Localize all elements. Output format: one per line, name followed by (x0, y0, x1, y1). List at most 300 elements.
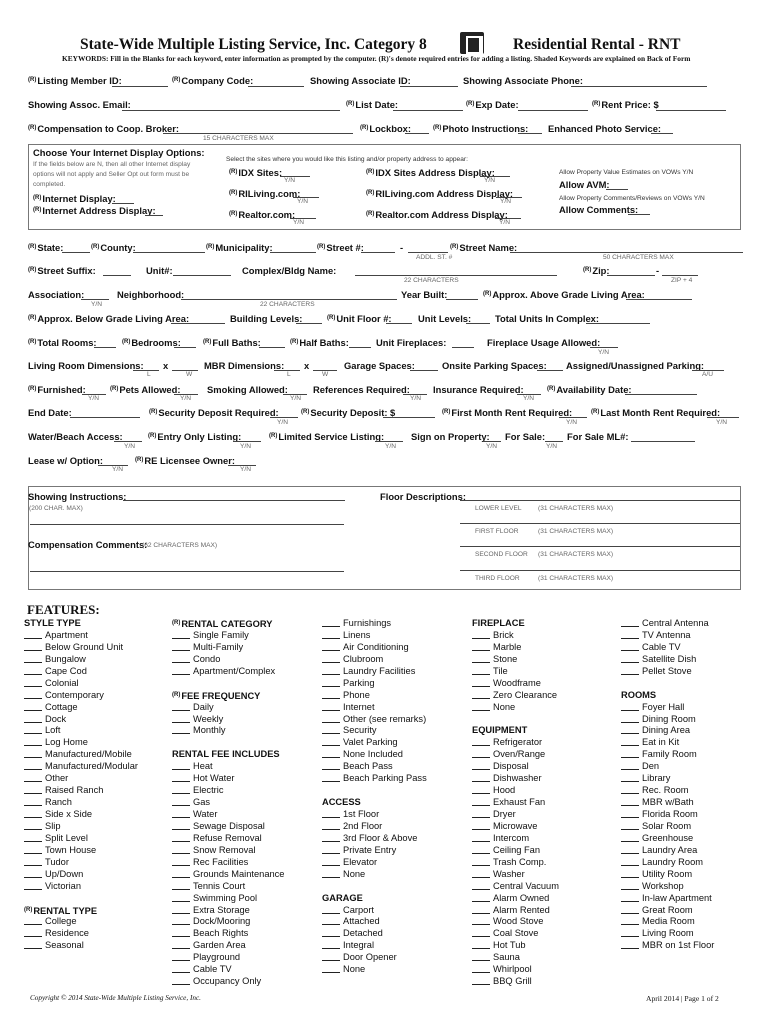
feature-item (172, 773, 284, 785)
feature-item (621, 869, 714, 881)
feature-check-blank[interactable] (621, 810, 639, 818)
fireplace-usage-field[interactable] (590, 347, 618, 348)
feature-check-blank[interactable] (24, 750, 42, 758)
first-floor-hint: FIRST FLOOR (475, 528, 519, 535)
municipality-field[interactable] (270, 252, 316, 253)
feature-item-label: Loft (45, 725, 61, 736)
feature-check-blank[interactable] (172, 703, 190, 711)
feature-item-label: Trash Comp. (493, 856, 547, 867)
feature-check-blank[interactable] (24, 917, 42, 925)
feature-item-label: Residence (45, 928, 89, 939)
feature-check-blank[interactable] (621, 917, 639, 925)
feature-check-blank[interactable] (322, 858, 340, 866)
first-month-rent-field[interactable] (559, 417, 587, 418)
feature-check-blank[interactable] (322, 762, 340, 770)
allow-avm-field[interactable] (606, 189, 628, 190)
feature-item (24, 666, 138, 678)
feature-check-blank[interactable] (24, 655, 42, 663)
feature-item (322, 618, 427, 630)
unit-floor-label: $^{(R)}$Unit Floor #: (327, 313, 392, 324)
feature-check-blank[interactable] (621, 858, 639, 866)
feature-check-blank[interactable] (322, 965, 340, 973)
feature-check-blank[interactable] (472, 667, 490, 675)
garage-spaces-field[interactable] (410, 370, 438, 371)
feature-item-label: Weekly (193, 713, 224, 724)
feature-check-blank[interactable] (472, 762, 490, 770)
feature-check-blank[interactable] (322, 679, 340, 687)
feature-spacer (172, 678, 284, 690)
feature-check-blank[interactable] (621, 715, 639, 723)
feature-item-label: Other (45, 773, 69, 784)
state-field[interactable] (62, 252, 90, 253)
feature-check-blank[interactable] (322, 906, 340, 914)
feature-check-blank[interactable] (621, 774, 639, 782)
feature-check-blank[interactable] (472, 679, 490, 687)
unit-fireplaces-field[interactable] (452, 347, 474, 348)
feature-item (172, 952, 284, 964)
last-month-rent-field[interactable] (707, 417, 739, 418)
security-deposit-req-field[interactable] (270, 417, 298, 418)
rent-price-field[interactable] (656, 110, 726, 111)
unit-levels-field[interactable] (466, 323, 490, 324)
feature-check-blank[interactable] (172, 643, 190, 651)
feature-item (621, 761, 714, 773)
feature-heading (172, 618, 284, 630)
municipality-label: $^{(R)}$Municipality: (206, 242, 273, 253)
feature-item-label: None Included (343, 749, 403, 760)
floor-lower-field[interactable] (460, 500, 740, 501)
insurance-required-label: Insurance Required: (433, 384, 524, 395)
feature-item-label: Library (642, 773, 671, 784)
feature-check-blank[interactable] (472, 906, 490, 914)
feature-check-blank[interactable] (24, 667, 42, 675)
feature-check-blank[interactable] (24, 846, 42, 854)
showing-assoc-email-field[interactable] (122, 110, 340, 111)
feature-item-label: Exhaust Fan (493, 797, 546, 808)
listing-member-id-field[interactable] (112, 86, 168, 87)
feature-check-blank[interactable] (24, 786, 42, 794)
feature-check-blank[interactable] (172, 822, 190, 830)
feature-check-blank[interactable] (172, 774, 190, 782)
water-beach-access-field[interactable] (114, 441, 142, 442)
entry-only-listing-field[interactable] (233, 441, 261, 442)
feature-check-blank[interactable] (172, 906, 190, 914)
feature-check-blank[interactable] (472, 858, 490, 866)
feature-check-blank[interactable] (24, 703, 42, 711)
feature-item (472, 678, 559, 690)
enhanced-photo-label: Enhanced Photo Service: (548, 123, 662, 134)
total-rooms-label: $^{(R)}$Total Rooms: (28, 337, 97, 348)
feature-check-blank[interactable] (24, 679, 42, 687)
feature-check-blank[interactable] (24, 929, 42, 937)
showing-associate-phone-field[interactable] (571, 86, 707, 87)
exp-date-label: $^{(R)}$Exp Date: (466, 99, 519, 110)
feature-item (472, 797, 559, 809)
feature-check-blank[interactable] (24, 762, 42, 770)
feature-check-blank[interactable] (472, 834, 490, 842)
feature-check-blank[interactable] (621, 619, 639, 627)
feature-check-blank[interactable] (621, 750, 639, 758)
floor-first-field[interactable] (460, 523, 740, 524)
feature-check-blank[interactable] (472, 953, 490, 961)
feature-check-blank[interactable] (472, 738, 490, 746)
lockbox-field[interactable] (405, 133, 429, 134)
feature-check-blank[interactable] (24, 738, 42, 746)
water-beach-access-yn: Y/N (124, 443, 135, 450)
compensation-comments-field[interactable] (30, 571, 344, 572)
feature-item-label: Eat in Kit (642, 737, 680, 748)
feature-item (472, 833, 559, 845)
feature-check-blank[interactable] (172, 655, 190, 663)
feature-check-blank[interactable] (24, 822, 42, 830)
end-date-field[interactable] (70, 417, 140, 418)
building-levels-field[interactable] (296, 323, 322, 324)
feature-check-blank[interactable] (472, 965, 490, 973)
feature-heading-label: RENTAL TYPE (33, 905, 98, 916)
feature-check-blank[interactable] (24, 715, 42, 723)
feature-check-blank[interactable] (472, 822, 490, 830)
feature-check-blank[interactable] (621, 786, 639, 794)
feature-item-label: Coal Stove (493, 928, 539, 939)
feature-check-blank[interactable] (472, 750, 490, 758)
feature-check-blank[interactable] (172, 965, 190, 973)
feature-check-blank[interactable] (621, 929, 639, 937)
street-num-field[interactable] (361, 252, 395, 253)
feature-check-blank[interactable] (322, 726, 340, 734)
showing-instructions-line-2[interactable] (30, 524, 344, 525)
feature-check-blank[interactable] (621, 941, 639, 949)
feature-check-blank[interactable] (322, 631, 340, 639)
approx-below-label: $^{(R)}$Approx. Below Grade Living Area: (28, 313, 190, 324)
feature-check-blank[interactable] (621, 834, 639, 842)
living-room-l-field[interactable] (133, 370, 159, 371)
feature-check-blank[interactable] (472, 941, 490, 949)
feature-check-blank[interactable] (472, 631, 490, 639)
feature-item-label: Contemporary (45, 689, 104, 700)
feature-check-blank[interactable] (472, 774, 490, 782)
display-options-note-3: completed. (33, 181, 66, 188)
mbr-dims-label: MBR Dimensions: (204, 360, 285, 371)
feature-check-blank[interactable] (621, 906, 639, 914)
idx-sites-address-yn: Y/N (484, 177, 495, 184)
feature-check-blank[interactable] (472, 643, 490, 651)
feature-check-blank[interactable] (621, 738, 639, 746)
feature-item-label: Alarm Owned (493, 892, 550, 903)
for-sale-ml-field[interactable] (631, 441, 695, 442)
feature-check-blank[interactable] (322, 822, 340, 830)
feature-check-blank[interactable] (621, 726, 639, 734)
feature-item (621, 940, 714, 952)
feature-item (472, 702, 559, 714)
feature-check-blank[interactable] (322, 691, 340, 699)
feature-check-blank[interactable] (172, 882, 190, 890)
half-baths-field[interactable] (349, 347, 371, 348)
showing-instructions-field[interactable] (123, 500, 345, 501)
feature-item (472, 940, 559, 952)
feature-check-blank[interactable] (621, 762, 639, 770)
feature-check-blank[interactable] (322, 655, 340, 663)
feature-heading (172, 690, 284, 702)
feature-check-blank[interactable] (24, 810, 42, 818)
feature-item-label: Water (193, 809, 218, 819)
feature-item-label: Hot Tub (493, 940, 526, 951)
feature-check-blank[interactable] (172, 941, 190, 949)
feature-item (621, 618, 714, 630)
feature-item (472, 666, 559, 678)
feature-check-blank[interactable] (322, 619, 340, 627)
feature-item-label: Security (343, 725, 377, 736)
feature-heading (24, 618, 138, 630)
feature-item (172, 725, 284, 737)
feature-check-blank[interactable] (24, 726, 42, 734)
floor-second-field[interactable] (460, 546, 740, 547)
feature-item-label: 1st Floor (343, 809, 380, 819)
neighborhood-field[interactable] (181, 299, 397, 300)
features-col-2 (172, 618, 284, 988)
feature-item-label: Monthly (193, 725, 226, 736)
feature-check-blank[interactable] (621, 655, 639, 663)
feature-check-blank[interactable] (621, 667, 639, 675)
total-units-field[interactable] (586, 323, 650, 324)
neighborhood-label: Neighborhood: (117, 289, 185, 300)
feature-check-blank[interactable] (172, 726, 190, 734)
feature-item (172, 916, 284, 928)
feature-check-blank[interactable] (621, 870, 639, 878)
total-units-label: Total Units In Complex: (495, 313, 599, 324)
feature-check-blank[interactable] (472, 786, 490, 794)
full-baths-field[interactable] (259, 347, 285, 348)
total-rooms-field[interactable] (94, 347, 116, 348)
feature-item (322, 725, 427, 737)
feature-check-blank[interactable] (322, 774, 340, 782)
feature-item (24, 654, 138, 666)
feature-check-blank[interactable] (322, 846, 340, 854)
street-name-field[interactable] (510, 252, 743, 253)
feature-check-blank[interactable] (322, 941, 340, 949)
feature-item-label: Raised Ranch (45, 785, 104, 796)
feature-item (172, 869, 284, 881)
feature-check-blank[interactable] (172, 834, 190, 842)
feature-check-blank[interactable] (621, 846, 639, 854)
lease-option-label: Lease w/ Option: (28, 455, 104, 466)
limited-service-listing-field[interactable] (375, 441, 403, 442)
feature-check-blank[interactable] (322, 870, 340, 878)
street-suffix-field[interactable] (103, 275, 131, 276)
feature-check-blank[interactable] (621, 631, 639, 639)
feature-check-blank[interactable] (24, 870, 42, 878)
feature-check-blank[interactable] (472, 703, 490, 711)
enhanced-photo-field[interactable] (651, 133, 673, 134)
first-floor-max: (31 CHARACTERS MAX) (538, 528, 614, 535)
feature-item-label: Zero Clearance (493, 689, 558, 700)
feature-check-blank[interactable] (472, 929, 490, 937)
feature-check-blank[interactable] (322, 953, 340, 961)
feature-item-label: Condo (193, 653, 221, 664)
feature-check-blank[interactable] (472, 691, 490, 699)
feature-item-label: Apartment/Complex (193, 665, 276, 676)
allow-comments-field[interactable] (628, 214, 650, 215)
feature-item (322, 905, 427, 917)
feature-check-blank[interactable] (24, 631, 42, 639)
feature-item-label: Dining Room (642, 713, 696, 724)
zip-field[interactable] (607, 275, 655, 276)
feature-check-blank[interactable] (472, 870, 490, 878)
feature-item-label: Swimming Pool (193, 892, 258, 903)
feature-check-blank[interactable] (322, 750, 340, 758)
feature-item-label: Oven/Range (493, 749, 546, 760)
smoking-allowed-yn: Y/N (290, 395, 301, 402)
insurance-required-yn: Y/N (523, 395, 534, 402)
year-built-field[interactable] (446, 299, 478, 300)
feature-check-blank[interactable] (172, 977, 190, 985)
feature-item-label: Foyer Hall (642, 701, 685, 712)
references-required-label: References Required: (313, 384, 410, 395)
feature-check-blank[interactable] (172, 953, 190, 961)
compensation-field[interactable] (163, 133, 353, 134)
list-date-field[interactable] (393, 110, 463, 111)
bedrooms-field[interactable] (174, 347, 196, 348)
feature-check-blank[interactable] (322, 929, 340, 937)
company-code-field[interactable] (248, 86, 304, 87)
feature-item-label: Central Vacuum (493, 880, 559, 891)
internet-display-field[interactable] (112, 203, 134, 204)
feature-check-blank[interactable] (172, 929, 190, 937)
feature-check-blank[interactable] (322, 703, 340, 711)
feature-check-blank[interactable] (621, 882, 639, 890)
feature-check-blank[interactable] (24, 882, 42, 890)
feature-check-blank[interactable] (24, 941, 42, 949)
realtor-address-label: $^{(R)}$Realtor.com Address Display: (366, 209, 508, 220)
allow-comments-note: Allow Property Comments/Reviews on VOWs Y/N (559, 195, 705, 202)
floor-third-field[interactable] (460, 570, 740, 571)
feature-item-label: Brick (493, 629, 514, 640)
feature-check-blank[interactable] (472, 798, 490, 806)
feature-check-blank[interactable] (172, 858, 190, 866)
form-title: Residential Rental - RNT (513, 36, 681, 53)
feature-check-blank[interactable] (472, 894, 490, 902)
feature-check-blank[interactable] (172, 917, 190, 925)
living-room-w-field[interactable] (172, 370, 198, 371)
association-field[interactable] (81, 299, 109, 300)
feature-item-label: Tennis Court (193, 880, 246, 891)
feature-item-label: Other (see remarks) (343, 713, 427, 724)
feature-check-blank[interactable] (472, 846, 490, 854)
feature-check-blank[interactable] (472, 655, 490, 663)
feature-check-blank[interactable] (621, 798, 639, 806)
zip4-field[interactable] (662, 275, 698, 276)
feature-item (24, 749, 138, 761)
org-title: State-Wide Multiple Listing Service, Inc. Category 8 (80, 36, 427, 53)
exp-date-field[interactable] (518, 110, 588, 111)
feature-item (322, 666, 427, 678)
feature-check-blank[interactable] (172, 667, 190, 675)
feature-item-label: Woodframe (493, 677, 541, 688)
feature-check-blank[interactable] (322, 643, 340, 651)
living-room-x: x (163, 360, 169, 371)
addl-street-num-field[interactable] (408, 252, 448, 253)
feature-check-blank[interactable] (322, 738, 340, 746)
feature-item-label: Beach Pass (343, 761, 393, 772)
feature-item (472, 654, 559, 666)
feature-item-label: 2nd Floor (343, 820, 383, 831)
unit-floor-field[interactable] (386, 323, 412, 324)
feature-check-blank[interactable] (172, 798, 190, 806)
feature-check-blank[interactable] (172, 786, 190, 794)
feature-item (322, 702, 427, 714)
internet-address-display-field[interactable] (145, 215, 163, 216)
feature-check-blank[interactable] (472, 882, 490, 890)
feature-check-blank[interactable] (24, 858, 42, 866)
feature-check-blank[interactable] (172, 846, 190, 854)
complex-name-field[interactable] (355, 275, 557, 276)
security-deposit-field[interactable] (383, 417, 435, 418)
feature-check-blank[interactable] (621, 894, 639, 902)
feature-item-label: None (343, 964, 366, 975)
feature-item (24, 857, 138, 869)
feature-check-blank[interactable] (172, 870, 190, 878)
feature-heading-label: RENTAL CATEGORY (181, 619, 273, 629)
unit-num-field[interactable] (173, 275, 231, 276)
feature-check-blank[interactable] (24, 834, 42, 842)
feature-check-blank[interactable] (322, 810, 340, 818)
feature-check-blank[interactable] (24, 691, 42, 699)
feature-check-blank[interactable] (472, 917, 490, 925)
feature-check-blank[interactable] (24, 798, 42, 806)
riliving-yn: Y/N (297, 198, 308, 205)
feature-check-blank[interactable] (172, 810, 190, 818)
feature-item (24, 869, 138, 881)
for-sale-field[interactable] (545, 441, 563, 442)
feature-item-label: Laundry Facilities (343, 665, 416, 676)
feature-item-label: Cottage (45, 701, 78, 712)
feature-check-blank[interactable] (322, 917, 340, 925)
addl-st-hint: ADDL. ST. # (416, 254, 453, 261)
feature-item-label: Disposal (493, 761, 529, 772)
feature-check-blank[interactable] (322, 667, 340, 675)
feature-check-blank[interactable] (24, 643, 42, 651)
photo-instructions-field[interactable] (518, 133, 542, 134)
sign-on-property-field[interactable] (483, 441, 501, 442)
feature-check-blank[interactable] (322, 834, 340, 842)
feature-item (322, 630, 427, 642)
feature-check-blank[interactable] (621, 822, 639, 830)
approx-above-field[interactable] (626, 299, 692, 300)
feature-item (472, 821, 559, 833)
feature-item (621, 725, 714, 737)
compensation-comments-hint: (62 CHARACTERS MAX) (142, 542, 218, 549)
approx-below-field[interactable] (171, 323, 225, 324)
feature-check-blank[interactable] (172, 631, 190, 639)
showing-associate-id-field[interactable] (400, 86, 458, 87)
feature-check-blank[interactable] (472, 810, 490, 818)
feature-check-blank[interactable] (621, 643, 639, 651)
county-field[interactable] (133, 252, 205, 253)
feature-check-blank[interactable] (172, 894, 190, 902)
feature-check-blank[interactable] (472, 977, 490, 985)
onsite-parking-field[interactable] (537, 370, 563, 371)
last-month-rent-yn: Y/N (716, 419, 727, 426)
feature-check-blank[interactable] (621, 703, 639, 711)
availability-date-field[interactable] (625, 394, 697, 395)
feature-item (472, 905, 559, 917)
feature-item (24, 821, 138, 833)
feature-check-blank[interactable] (24, 774, 42, 782)
feature-check-blank[interactable] (172, 762, 190, 770)
re-licensee-owner-label: $^{(R)}$RE Licensee Owner: (135, 455, 235, 466)
feature-item-label: Great Room (642, 904, 693, 915)
feature-check-blank[interactable] (172, 715, 190, 723)
feature-check-blank[interactable] (322, 715, 340, 723)
